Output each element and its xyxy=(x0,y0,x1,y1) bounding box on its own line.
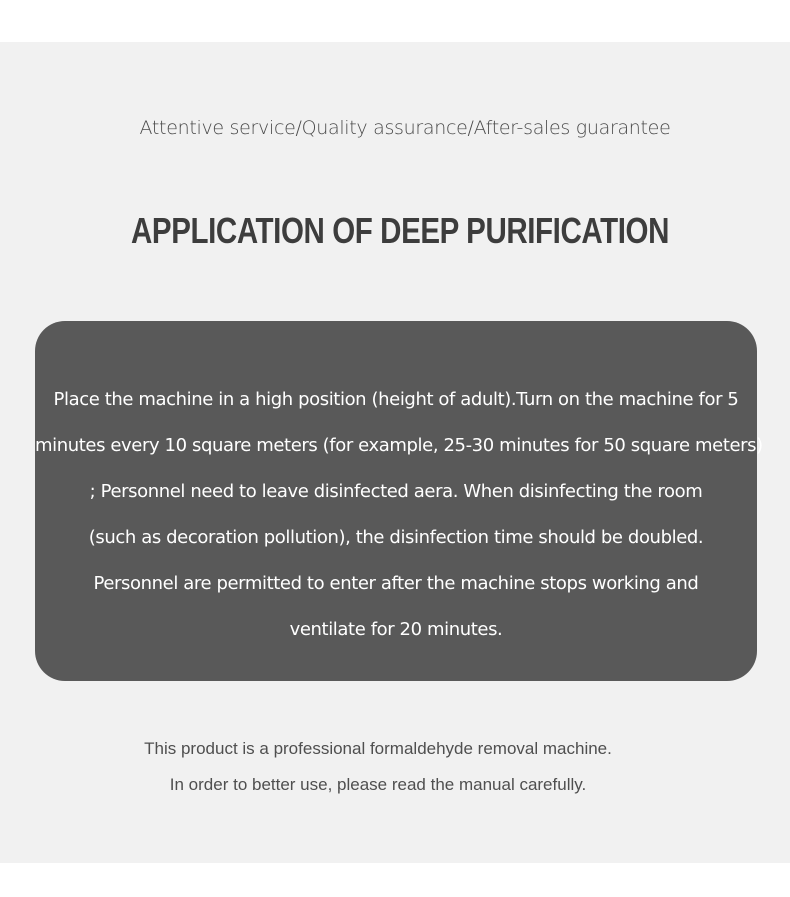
instructions-card xyxy=(35,321,763,681)
instruction-line: ventilate for 20 minutes. xyxy=(289,619,503,640)
instruction-line: (such as decoration pollution), the disinfection time should be doubled. xyxy=(88,527,704,548)
footer-note-manual: In order to better use, please read the manual carefully. xyxy=(169,775,587,794)
service-tagline: Attentive service/Quality assurance/After-sales guarantee xyxy=(139,117,671,139)
instruction-line: Place the machine in a high position (height of adult).Turn on the machine for 5 xyxy=(53,389,739,410)
instruction-line: ; Personnel need to leave disinfected aera. When disinfecting the room xyxy=(89,481,703,502)
page-headline: APPLICATION OF DEEP PURIFICATION xyxy=(131,210,669,251)
footer-note-product: This product is a professional formaldehyde removal machine. xyxy=(144,739,612,758)
instruction-line: minutes every 10 square meters (for example, 25-30 minutes for 50 square meters) xyxy=(35,435,763,456)
instruction-line: Personnel are permitted to enter after the machine stops working and xyxy=(93,573,699,594)
